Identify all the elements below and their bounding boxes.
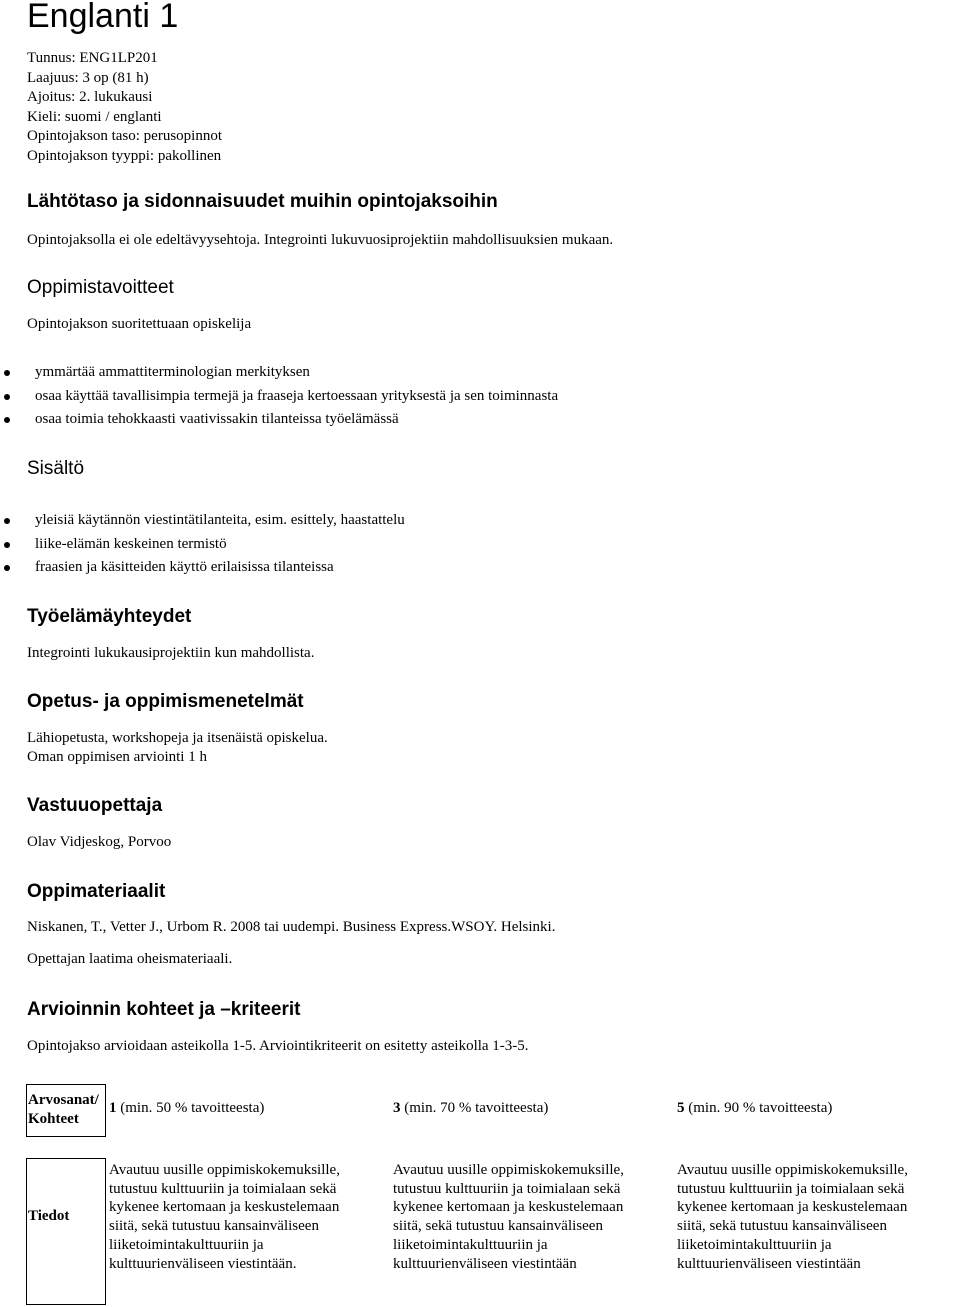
- meta-type: Opintojakson tyyppi: pakollinen: [27, 147, 222, 164]
- grade-column-1: 1 (min. 50 % tavoitteesta): [109, 1100, 265, 1116]
- bullet-icon: [4, 370, 10, 376]
- list-item: fraasien ja käsitteiden käyttö erilaisissa tilanteissa: [0, 558, 405, 582]
- list-item: liike-elämän keskeinen termistö: [0, 535, 405, 559]
- objectives-intro: Opintojakson suoritettuaan opiskelija: [27, 316, 252, 332]
- content-list: [0, 511, 405, 582]
- bullet-icon: [4, 518, 10, 524]
- row-label-tiedot: Tiedot: [28, 1208, 70, 1224]
- grade-table-corner: Arvosanat/ Kohteet: [28, 1092, 99, 1127]
- meta-language: Kieli: suomi / englanti: [27, 108, 162, 125]
- page-title: Englanti 1: [27, 0, 179, 35]
- criteria-cell-grade-1: Avautuu uusille oppimiskokemuksille, tutustuu kulttuuriin ja toimialaan sekä kykenee kertomaan ja keskustelemaan siitä, sekä tutustuu kansainväliseen liiketoimintakulttuuriin ja kulttuurienväliseen viestintään.: [109, 1162, 340, 1272]
- criteria-cell-grade-5: Avautuu uusille oppimiskokemuksille, tutustuu kulttuuriin ja toimialaan sekä kykenee kertomaan ja keskustelemaan siitä, sekä tutustuu kansainväliseen liiketoimintakulttuuriin ja kulttuurienväliseen viestintään: [677, 1162, 908, 1272]
- list-item: osaa käyttää tavallisimpia termejä ja fraaseja kertoessaan yrityksestä ja sen toiminnasta: [0, 387, 558, 411]
- methods-heading: Opetus- ja oppimismenetelmät: [27, 691, 304, 712]
- materials-line-1: Niskanen, T., Vetter J., Urbom R. 2008 tai uudempi. Business Express.WSOY. Helsinki.: [27, 919, 556, 935]
- methods-line-2: Oman oppimisen arviointi 1 h: [27, 749, 207, 765]
- grade-column-5: 5 (min. 90 % tavoitteesta): [677, 1100, 833, 1116]
- meta-code: Tunnus: ENG1LP201: [27, 50, 158, 66]
- grade-column-3: 3 (min. 70 % tavoitteesta): [393, 1100, 549, 1116]
- course-meta: [27, 49, 222, 166]
- meta-timing: Ajoitus: 2. lukukausi: [27, 89, 153, 105]
- assessment-heading: Arvioinnin kohteet ja –kriteerit: [27, 999, 301, 1020]
- methods-line-1: Lähiopetusta, workshopeja ja itsenäistä opiskelua.: [27, 730, 328, 746]
- meta-level: Opintojakson taso: perusopinnot: [27, 128, 222, 144]
- objectives-heading: Oppimistavoitteet: [27, 277, 174, 298]
- list-item: osaa toimia tehokkaasti vaativissakin tilanteissa työelämässä: [0, 410, 558, 434]
- teacher-text: Olav Vidjeskog, Porvoo: [27, 834, 172, 850]
- criteria-cell-grade-3: Avautuu uusille oppimiskokemuksille, tutustuu kulttuuriin ja toimialaan sekä kykenee kertomaan ja keskustelemaan siitä, sekä tutustuu kansainväliseen liiketoimintakulttuuriin ja kulttuurienväliseen viestintään: [393, 1162, 624, 1272]
- materials-line-2: Opettajan laatima oheismateriaali.: [27, 951, 233, 967]
- objectives-list: [0, 363, 558, 434]
- bullet-icon: [4, 565, 10, 571]
- teacher-heading: Vastuuopettaja: [27, 795, 163, 816]
- worklife-heading: Työelämäyhteydet: [27, 606, 192, 627]
- assessment-text: Opintojakso arvioidaan asteikolla 1-5. Arviointikriteerit on esitetty asteikolla 1-3-5.: [27, 1038, 529, 1054]
- bullet-icon: [4, 394, 10, 400]
- bullet-icon: [4, 542, 10, 548]
- list-item: ymmärtää ammattiterminologian merkityksen: [0, 363, 558, 387]
- bullet-icon: [4, 417, 10, 423]
- content-heading: Sisältö: [27, 458, 85, 479]
- materials-heading: Oppimateriaalit: [27, 881, 166, 902]
- prereq-text: Opintojaksolla ei ole edeltävyysehtoja. Integrointi lukuvuosiprojektiin mahdollisuuksien mukaan.: [27, 232, 614, 248]
- list-item: yleisiä käytännön viestintätilanteita, esim. esittely, haastattelu: [0, 511, 405, 535]
- prereq-heading: Lähtötaso ja sidonnaisuudet muihin opintojaksoihin: [27, 191, 498, 212]
- meta-scope: Laajuus: 3 op (81 h): [27, 69, 149, 86]
- worklife-text: Integrointi lukukausiprojektiin kun mahdollista.: [27, 645, 315, 661]
